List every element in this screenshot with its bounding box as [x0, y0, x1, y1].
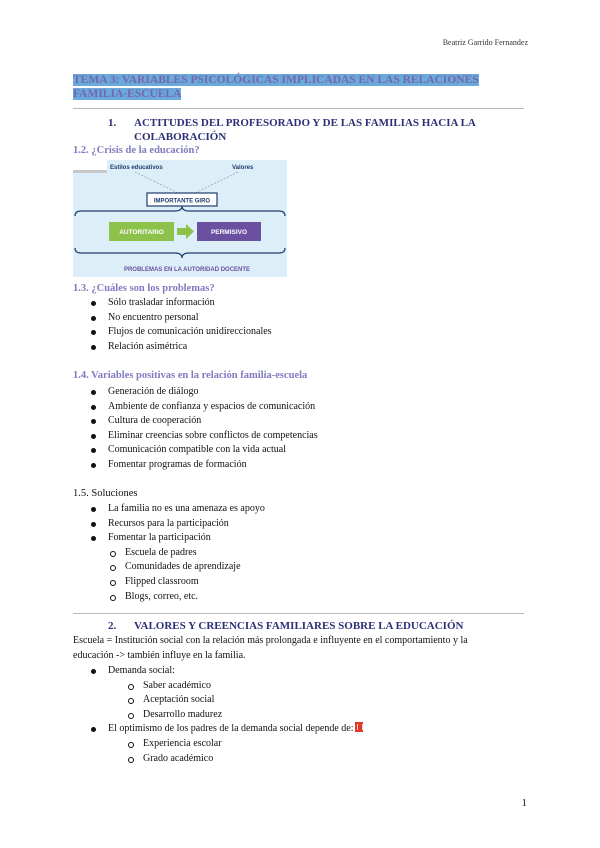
nested-list-wrapper	[89, 546, 265, 604]
list-item: Recursos para la participación	[89, 517, 265, 532]
section-1-number: 1.	[108, 117, 117, 129]
section-2-number: 2.	[108, 620, 117, 632]
sub-list-item: Aceptación social	[73, 693, 363, 708]
list-item: Cultura de cooperación	[89, 414, 318, 429]
list-item: Fomentar programas de formación	[89, 458, 318, 473]
sub-list-item: Desarrollo madurez	[73, 708, 363, 723]
section-1-heading-line-1: ACTITUDES DEL PROFESORADO Y DE LAS FAMILIAS HACIA LA	[134, 117, 476, 129]
sub-list-item: Comunidades de aprendizaje	[89, 560, 265, 575]
list-item: Relación asimétrica	[89, 340, 272, 355]
title-line-1: TEMA 3: VARIABLES PSICOLÓGICAS IMPLICADAS EN LAS RELACIONES	[73, 74, 479, 86]
list-item: Fomentar la participación	[89, 531, 265, 546]
list-item: Ambiente de confianza y espacios de comunicación	[89, 400, 318, 415]
diagram-permisivo-text: PERMISIVO	[210, 229, 248, 236]
section-2-heading-text: VALORES Y CREENCIAS FAMILIARES SOBRE LA EDUCACIÓN	[134, 620, 464, 632]
list-item: Eliminar creencias sobre conflictos de competencias	[89, 429, 318, 444]
list-item: Comunicación compatible con la vida actual	[89, 443, 318, 458]
subsection-1-4-list	[89, 385, 318, 473]
diagram-autoritario-text: AUTORITARIO	[119, 229, 164, 236]
optimismo-text: El optimismo de los padres de la demanda social depende de:	[108, 723, 354, 735]
paragraph-line-1: Escuela = Institución social con la relación más prolongada e influyente en el comportamiento y la	[73, 635, 468, 646]
list-item: Generación de diálogo	[89, 385, 318, 400]
demanda-sublist	[73, 679, 363, 723]
sub-list-item: Escuela de padres	[89, 546, 265, 561]
section-1-heading-line-2: COLABORACIÓN	[134, 131, 227, 143]
subsection-1-5-sublist	[89, 546, 265, 604]
title-line-2: FAMILIA-ESCUELA	[73, 88, 182, 100]
diagram-problemas-text: PROBLEMAS EN LA AUTORIDAD DOCENTE	[123, 267, 251, 273]
subsection-1-5-title: 1.5. Soluciones	[73, 488, 138, 499]
optimismo-sublist	[73, 737, 363, 766]
sub-list-item: Grado académico	[73, 752, 363, 767]
diagram-label-valores: Valores	[232, 165, 254, 171]
authority-diagram	[73, 160, 287, 277]
subsection-1-3-list	[89, 296, 272, 354]
nested-list-wrapper	[73, 679, 363, 723]
subsection-1-5-list	[89, 502, 265, 604]
list-item: Flujos de comunicación unidireccionales	[89, 325, 272, 340]
list-item: Sólo trasladar información	[89, 296, 272, 311]
list-item: No encuentro personal	[89, 311, 272, 326]
subsection-1-2-title: 1.2. ¿Crisis de la educación?	[73, 145, 200, 156]
divider	[73, 108, 524, 109]
diagram-label-estilos: Estilos educativos	[110, 165, 163, 171]
diagram-background	[73, 160, 287, 277]
document-title	[73, 73, 513, 101]
sub-list-item: Blogs, correo, etc.	[89, 590, 265, 605]
list-item	[73, 722, 363, 737]
page-number: 1	[521, 797, 527, 809]
list-item: La familia no es una amenaza es apoyo	[89, 502, 265, 517]
author-name: Beatriz Garrido Fernandez	[442, 38, 528, 47]
sub-list-item: Saber académico	[73, 679, 363, 694]
diagram-giro-text: IMPORTANTE GIRO	[153, 198, 211, 205]
paragraph-line-2: educación -> también influye en la familia.	[73, 649, 246, 661]
diagram-corner	[73, 160, 107, 170]
section-2-paragraph	[73, 634, 528, 663]
sub-list-item: Flipped classroom	[89, 575, 265, 590]
subsection-1-4-title: 1.4. Variables positivas en la relación familia-escuela	[73, 370, 308, 381]
nested-list-wrapper	[73, 737, 363, 766]
diagram-corner-shadow	[73, 170, 107, 173]
divider	[73, 613, 524, 614]
list-item: Demanda social:	[73, 664, 363, 679]
section-1-heading	[108, 116, 476, 144]
section-2-list	[73, 664, 363, 766]
section-2-heading	[108, 619, 463, 633]
sub-list-item: Experiencia escolar	[73, 737, 363, 752]
subsection-1-3-title: 1.3. ¿Cuáles son los problemas?	[73, 283, 215, 294]
comment-marker-icon[interactable]	[355, 722, 363, 732]
